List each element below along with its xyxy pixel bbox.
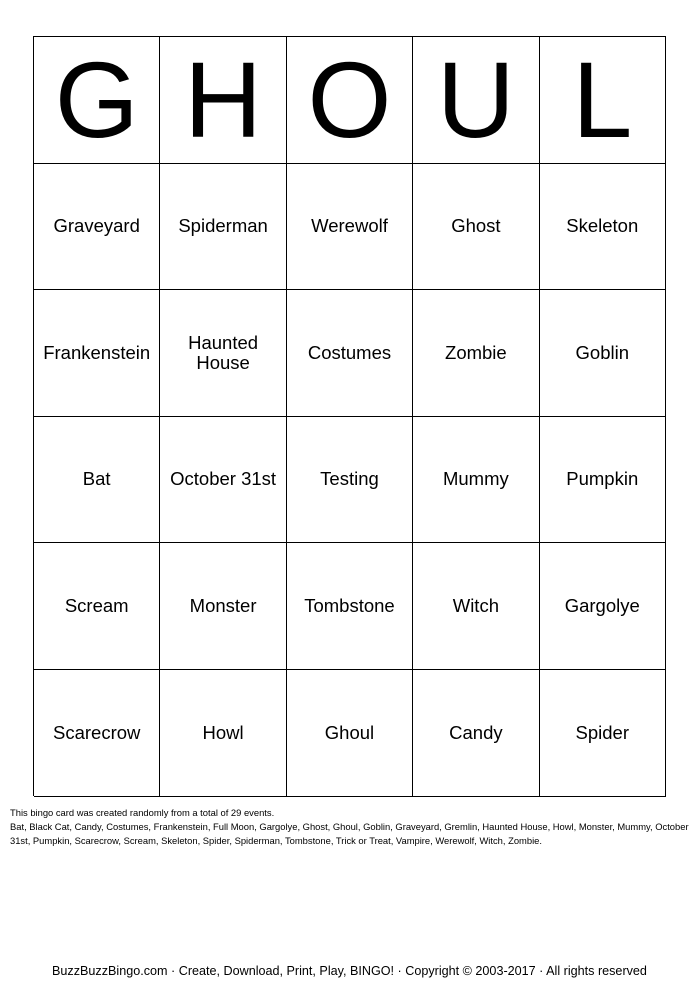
- bingo-square: Spider: [540, 670, 666, 797]
- bingo-square: Skeleton: [540, 164, 666, 291]
- bingo-card: [33, 36, 666, 796]
- bingo-square: Ghost: [413, 164, 539, 291]
- header-letter-g: G: [34, 37, 160, 164]
- bingo-square: Scarecrow: [34, 670, 160, 797]
- bingo-row-5: [34, 670, 666, 797]
- page-footer: BuzzBuzzBingo.com · Create, Download, Print, Play, BINGO! · Copyright © 2003-2017 · All rights reserved: [52, 964, 647, 978]
- bingo-square: Spiderman: [160, 164, 286, 291]
- header-letter-o: O: [287, 37, 413, 164]
- bingo-square: Werewolf: [287, 164, 413, 291]
- bingo-square: Goblin: [540, 290, 666, 417]
- bingo-square: Zombie: [413, 290, 539, 417]
- bingo-row-3: [34, 417, 666, 544]
- card-info-summary: This bingo card was created randomly from a total of 29 events.: [10, 807, 275, 818]
- bingo-square: Witch: [413, 543, 539, 670]
- header-letter-u: U: [413, 37, 539, 164]
- bingo-square: Pumpkin: [540, 417, 666, 544]
- bingo-square: October 31st: [160, 417, 286, 544]
- bingo-square: Costumes: [287, 290, 413, 417]
- bingo-square: Tombstone: [287, 543, 413, 670]
- bingo-row-4: [34, 543, 666, 670]
- bingo-square: Mummy: [413, 417, 539, 544]
- card-info: [10, 806, 690, 849]
- bingo-square: Haunted House: [160, 290, 286, 417]
- bingo-square: Howl: [160, 670, 286, 797]
- card-info-event-list: Bat, Black Cat, Candy, Costumes, Frankenstein, Full Moon, Gargolye, Ghost, Ghoul, Goblin, Graveyard, Gremlin, Haunted House, Howl, Monster, Mummy, October 31st, Pumpkin, Scarecrow, Scream, Skeleton, Spider, Spiderman, Tombstone, Trick or Treat, Vampire, Werewolf, Witch, Zombie.: [10, 821, 689, 847]
- header-letter-l: L: [540, 37, 666, 164]
- bingo-header-row: [34, 37, 666, 164]
- bingo-square: Gargolye: [540, 543, 666, 670]
- bingo-square: Candy: [413, 670, 539, 797]
- bingo-square: Bat: [34, 417, 160, 544]
- bingo-square: Graveyard: [34, 164, 160, 291]
- bingo-row-1: [34, 164, 666, 291]
- bingo-square: Frankenstein: [34, 290, 160, 417]
- bingo-square: Testing: [287, 417, 413, 544]
- header-letter-h: H: [160, 37, 286, 164]
- bingo-square: Scream: [34, 543, 160, 670]
- bingo-square: Monster: [160, 543, 286, 670]
- bingo-square: Ghoul: [287, 670, 413, 797]
- bingo-row-2: [34, 290, 666, 417]
